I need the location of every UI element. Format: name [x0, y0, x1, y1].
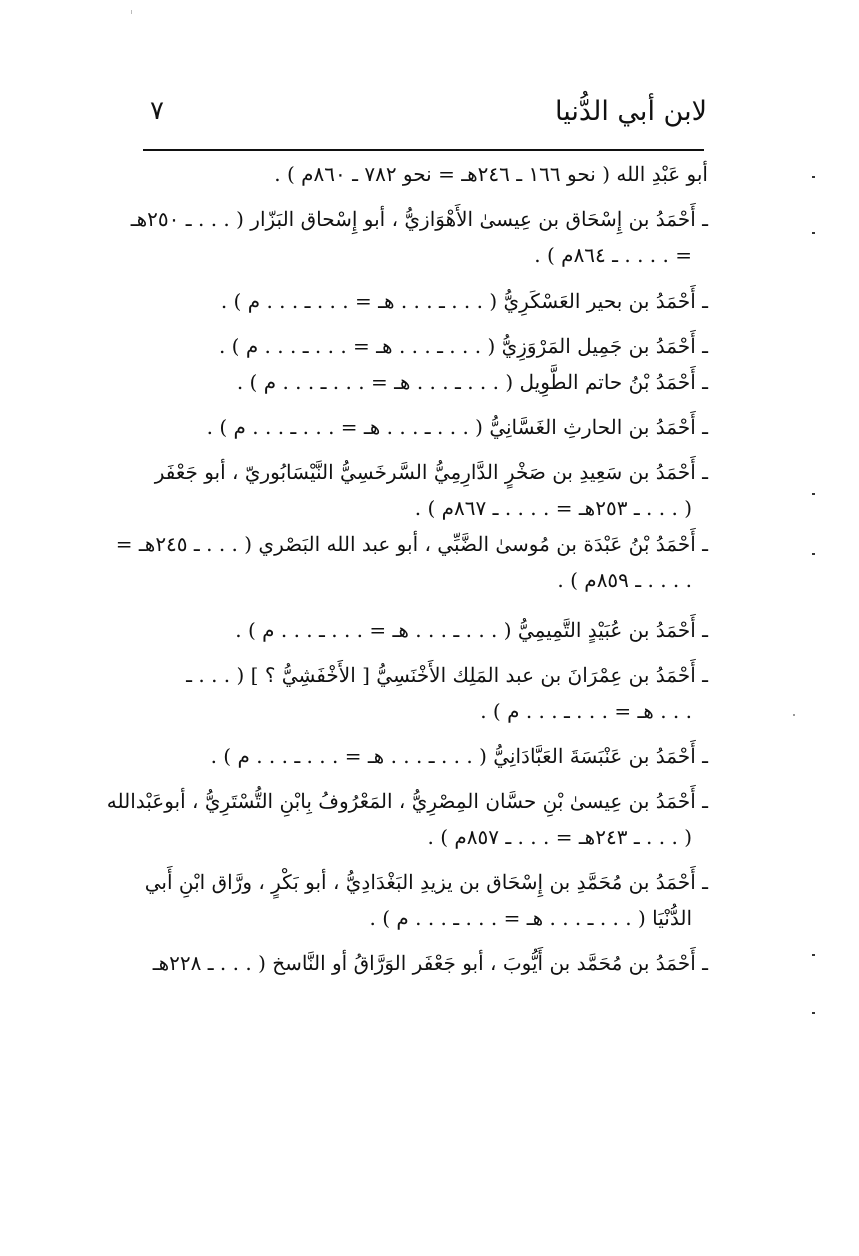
entry-line: ـ أَحْمَدُ بن سَعِيدِ بن صَخْرٍ الدَّارِمِيُّ السَّرخَسِيُّ النَّيْسَابُوريّ ، أبو جَعْفَر [154, 460, 708, 484]
body-text [106, 156, 708, 981]
header-rule [143, 149, 704, 151]
page-number: ٧ [150, 96, 164, 126]
margin-mark [812, 1012, 815, 1014]
entry-line: ـ أَحْمَدُ بن بحير العَسْكَرِيُّ ( . . . ـ . . . هـ = . . . ـ . . . م ) . [220, 289, 708, 313]
entry-continuation: ( . . . ـ ٢٥٣هـ = . . . . ـ ٨٦٧م ) . [414, 496, 692, 520]
entry-line: ـ أَحْمَدُ بن جَمِيل المَرْوَزِيُّ ( . . . ـ . . . هـ = . . . ـ . . . م ) . [218, 334, 708, 358]
margin-mark [812, 232, 815, 234]
entry-continuation: الدُّنْيَا ( . . . ـ . . . هـ = . . . ـ . . . م ) . [369, 906, 692, 930]
scan-speck [131, 10, 132, 14]
margin-mark [812, 954, 815, 956]
entry-continuation: . . . هـ = . . . ـ . . . م ) . [480, 699, 692, 723]
entry-continuation: . . . . ـ ٨٥٩م ) . [557, 568, 692, 592]
entry-line: ـ أَحْمَدُ بْنُ حاتم الطَّوِيل ( . . . ـ . . . هـ = . . . ـ . . . م ) . [236, 370, 708, 394]
entry-line: ـ أَحْمَدُ بن عِيسىٰ بْنِ حسَّان المِصْرِيُّ ، المَعْرُوفُ بِابْنِ التُّسْتَرِيُّ ، أبوعَبْدالله [106, 789, 708, 813]
margin-mark [812, 176, 815, 178]
entry-line: ـ أَحْمَدُ بن الحارثِ الغَسَّانِيُّ ( . . . ـ . . . هـ = . . . ـ . . . م ) . [206, 415, 708, 439]
entry-line: ـ أَحْمَدُ بن عَنْبَسَةَ العَبَّادَانِيُّ ( . . . ـ . . . هـ = . . . ـ . . . م ) . [210, 744, 708, 768]
entry-line: ـ أَحْمَدُ بن مُحَمَّد بن أَيُّوبَ ، أبو جَعْفَر الوَرَّاقُ أو النَّاسخ ( . . . ـ ٢٢٨هـ [152, 951, 708, 975]
entry-continuation: ( . . . ـ ٢٤٣هـ = . . . ـ ٨٥٧م ) . [427, 825, 692, 849]
margin-mark [812, 553, 815, 555]
entry-line: ـ أَحْمَدُ بْنُ عَبْدَة بن مُوسىٰ الضَّبِّي ، أبو عبد الله البَصْري ( . . . ـ ٢٤٥هـ = [115, 532, 708, 556]
entry-line: ـ أَحْمَدُ بن عُبَيْدٍ التَّمِيمِيُّ ( . . . ـ . . . هـ = . . . ـ . . . م ) . [235, 618, 708, 642]
text-line: أبو عَبْدِ الله ( نحو ١٦٦ ـ ٢٤٦هـ = نحو ٧٨٢ ـ ٨٦٠م ) . [274, 162, 708, 186]
running-title: لابن أبي الدُّنيا [555, 96, 707, 127]
margin-mark [812, 493, 815, 495]
entry-line: ـ أَحْمَدُ بن عِمْرَانَ بن عبد المَلِك الأَخْنَسِيُّ [ الأَخْفَشِيُّ ؟ ] ( . . . ـ [186, 663, 708, 687]
entry-continuation: = . . . . ـ ٨٦٤م ) . [534, 243, 692, 267]
scan-speck [793, 714, 795, 716]
entry-line: ـ أَحْمَدُ بن إِسْحَاق بن عِيسىٰ الأَهْوَازيُّ ، أبو إِسْحاق البَزّار ( . . . ـ ٢٥٠هـ [130, 207, 708, 231]
entry-line: ـ أَحْمَدُ بن مُحَمَّدِ بن إِسْحَاق بن يزيدِ البَغْدَادِيُّ ، أبو بَكْرٍ ، ورَّاق ابْنِ أَبي [144, 870, 708, 894]
